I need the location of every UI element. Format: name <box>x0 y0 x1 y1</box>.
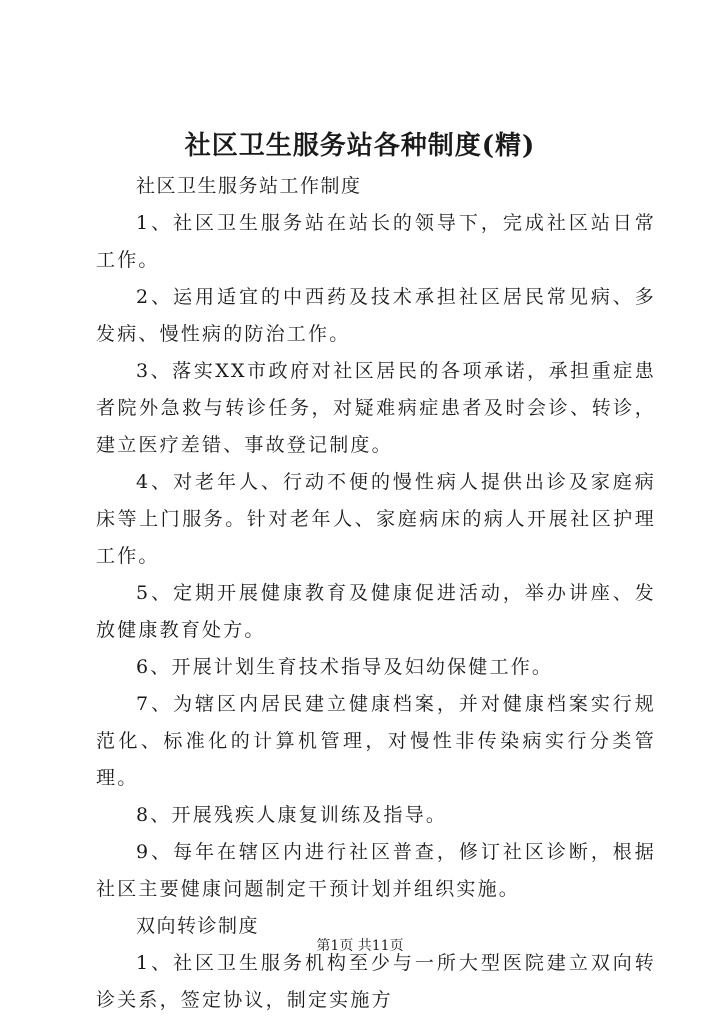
page-number-footer: 第1页 共11页 <box>316 938 404 954</box>
paragraph-item-5: 5、定期开展健康教育及健康促进活动，举办讲座、发放健康教育处方。 <box>96 582 656 641</box>
paragraph-item-7: 7、为辖区内居民建立健康档案，并对健康档案实行规范化、标准化的计算机管理，对慢性非传染病实行分类管理。 <box>96 693 656 789</box>
paragraph-item-2: 2、运用适宜的中西药及技术承担社区居民常见病、多发病、慢性病的防治工作。 <box>96 286 656 345</box>
paragraph-item-6: 6、开展计划生育技术指导及妇幼保健工作。 <box>136 656 554 678</box>
paragraph-item-3: 3、落实XX市政府对社区居民的各项承诺，承担重症患者院外急救与转诊任务，对疑难病症患者及时会诊、转诊，建立医疗差错、事故登记制度。 <box>96 360 656 456</box>
document-body <box>96 168 656 1019</box>
document-title: 社区卫生服务站各种制度(精) <box>184 131 536 161</box>
paragraph-item-1: 1、社区卫生服务站在站长的领导下，完成社区站日常工作。 <box>96 212 656 271</box>
section-heading-referral: 双向转诊制度 <box>136 915 260 937</box>
paragraph-referral-item-1: 1、社区卫生服务机构至少与一所大型医院建立双向转诊关系，签定协议，制定实施方 <box>96 952 656 1011</box>
paragraph-item-9: 9、每年在辖区内进行社区普查，修订社区诊断，根据社区主要健康问题制定干预计划并组织实施。 <box>96 841 656 900</box>
paragraph-item-4: 4、对老年人、行动不便的慢性病人提供出诊及家庭病床等上门服务。针对老年人、家庭病床的病人开展社区护理工作。 <box>96 471 656 567</box>
paragraph-item-8: 8、开展残疾人康复训练及指导。 <box>136 804 448 826</box>
section-heading-work-rules: 社区卫生服务站工作制度 <box>136 175 362 197</box>
